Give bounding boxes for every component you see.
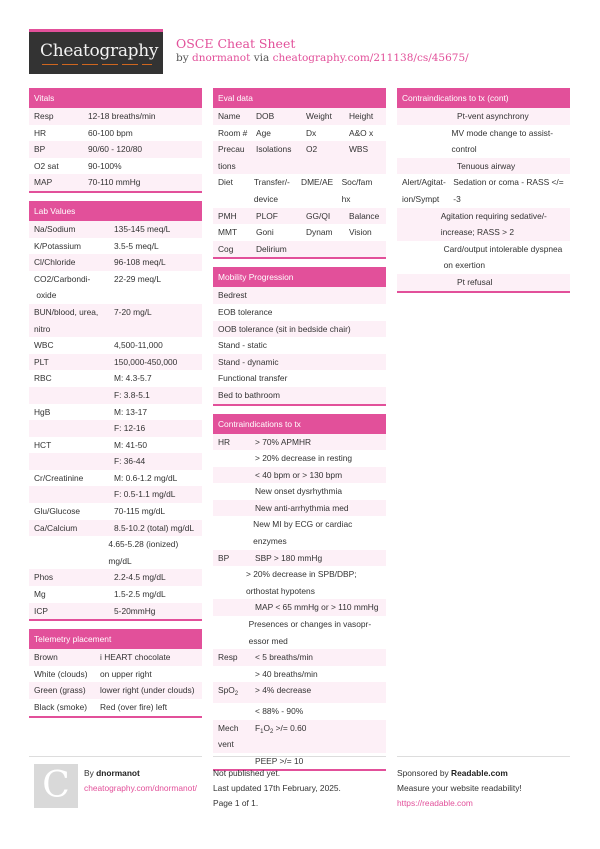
list-item: Functional transfer <box>213 370 386 387</box>
author-avatar[interactable]: C <box>34 764 78 808</box>
table-row <box>29 603 202 620</box>
footer-sponsor <box>397 756 570 811</box>
table-row <box>29 337 202 354</box>
table-cell: Tenuous airway <box>457 160 516 171</box>
telemetry-heading: Telemetry placement <box>29 629 202 649</box>
lab-values-box <box>29 201 202 621</box>
table-cell: Phos <box>34 572 54 583</box>
table-cell: Mg <box>34 589 46 600</box>
table-cell: Resp <box>34 111 54 121</box>
table-cell: < 5 breaths/min <box>255 652 313 663</box>
table-row <box>397 125 570 158</box>
table-row <box>29 420 202 437</box>
table-row <box>213 682 386 703</box>
table-cell <box>305 241 348 258</box>
table-row <box>213 434 386 451</box>
byline <box>176 52 469 64</box>
table-cell <box>217 516 252 549</box>
table-row <box>213 666 386 683</box>
title-block <box>176 36 469 64</box>
table-row <box>213 450 386 467</box>
table-cell <box>33 536 107 569</box>
table-row <box>397 208 570 241</box>
table-row <box>29 503 202 520</box>
table-cell: HR <box>218 436 231 447</box>
contraindications-box <box>213 414 386 772</box>
table-cell: on upper right <box>100 668 152 679</box>
table-cell: Height <box>349 111 374 121</box>
table-cell: M: 0.6-1.2 mg/dL <box>114 472 178 483</box>
table-cell: Weight <box>306 111 332 121</box>
table-cell: HCT <box>34 439 52 450</box>
table-cell: 70-115 mg/dL <box>114 506 166 517</box>
table-cell <box>348 241 350 258</box>
table-row <box>29 158 202 175</box>
table-row <box>213 599 386 616</box>
table-cell: RBC <box>34 373 52 384</box>
telemetry-rows <box>29 649 202 715</box>
lab-values-heading: Lab Values <box>29 201 202 221</box>
table-cell: F: 0.5-1.1 mg/dL <box>114 489 176 500</box>
contraindications-cont-box <box>397 88 570 293</box>
table-cell <box>217 599 254 616</box>
table-cell: SBP > 180 mmHg <box>255 552 323 563</box>
table-row <box>29 221 202 238</box>
table-cell: PLT <box>34 356 49 367</box>
byline-via: via <box>253 52 270 64</box>
table-cell: > 20% decrease in resting <box>255 453 353 464</box>
table-cell: 135-145 meq/L <box>114 223 171 234</box>
table-cell: Red (over fire) left <box>100 702 168 712</box>
telemetry-box <box>29 629 202 717</box>
table-row <box>213 703 386 720</box>
table-cell: Balance <box>349 210 380 221</box>
table-cell <box>33 486 113 503</box>
table-row <box>213 208 386 225</box>
table-cell <box>217 566 245 599</box>
table-cell: Soc/fam hx <box>341 177 373 204</box>
table-row <box>397 274 570 291</box>
sponsored-by: Sponsored by <box>397 768 449 778</box>
table-cell: Sedation or coma - RASS </= -3 <box>453 177 564 204</box>
table-cell: Isolations <box>256 144 292 155</box>
table-cell: 12-18 breaths/min <box>88 111 156 121</box>
table-cell: M: 13-17 <box>114 406 148 417</box>
table-row <box>29 238 202 255</box>
list-item: Bedrest <box>213 287 386 304</box>
table-row <box>29 174 202 191</box>
table-row <box>29 666 202 683</box>
contraindications-rows <box>213 434 386 770</box>
table-cell: F: 12-16 <box>114 423 146 434</box>
table-cell: Ca/Calcium <box>34 522 78 533</box>
table-row <box>29 141 202 158</box>
logo-text: Cheatography <box>40 41 159 61</box>
table-cell: New onset dysrhythmia <box>255 486 343 497</box>
table-row <box>213 550 386 567</box>
table-row <box>213 467 386 484</box>
table-cell: CO2/Carbondi- oxide <box>34 273 91 301</box>
table-cell: PLOF <box>256 210 278 221</box>
table-cell <box>401 125 451 158</box>
table-cell: BP <box>218 552 230 563</box>
table-cell <box>217 616 248 649</box>
table-cell: M: 4.3-5.7 <box>114 373 152 384</box>
footer-by: By <box>84 768 94 778</box>
table-cell: Alert/Agitat-ion/Sympt <box>402 177 446 204</box>
table-row <box>213 241 386 258</box>
table-cell: 22-29 meq/L <box>114 273 162 284</box>
logo-underline <box>42 64 152 65</box>
footer-meta <box>213 756 386 811</box>
table-cell: < 88% - 90% <box>255 706 304 716</box>
page-title: OSCE Cheat Sheet <box>176 36 296 51</box>
footer-author-name: dnormanot <box>96 768 140 778</box>
table-cell: New MI by ECG or cardiac enzymes <box>253 519 353 547</box>
table-cell: O2 <box>306 144 318 155</box>
table-cell: Cl/Chloride <box>34 257 76 268</box>
table-row <box>29 108 202 125</box>
table-cell: 96-108 meq/L <box>114 257 166 268</box>
table-cell: Glu/Glucose <box>34 506 81 517</box>
table-row <box>29 437 202 454</box>
table-cell: BP <box>34 144 46 155</box>
table-cell: Na/Sodium <box>34 223 76 234</box>
last-updated: Last updated 17th February, 2025. <box>213 783 341 793</box>
table-row <box>397 241 570 274</box>
table-cell: A&O x <box>349 127 374 138</box>
table-cell: > 70% APMHR <box>255 436 312 447</box>
table-cell: Age <box>256 127 271 138</box>
sponsor-tagline: Measure your website readability! <box>397 783 522 793</box>
table-cell: BUN/blood, urea, nitro <box>34 306 99 334</box>
table-row <box>29 304 202 337</box>
vitals-heading: Vitals <box>29 88 202 108</box>
table-cell: < 40 bpm or > 130 bpm <box>255 469 343 480</box>
table-row <box>213 720 386 753</box>
table-row <box>213 125 386 142</box>
table-cell: MV mode change to assist-control <box>451 127 553 155</box>
table-cell: DME/AE <box>301 177 334 188</box>
table-row <box>213 500 386 517</box>
table-cell: Dx <box>306 127 317 138</box>
table-cell: PMH <box>218 210 237 221</box>
table-cell: DOB <box>256 111 275 121</box>
table-row <box>29 370 202 387</box>
table-cell <box>401 158 456 175</box>
table-cell: WBC <box>34 340 54 351</box>
mobility-heading: Mobility Progression <box>213 267 386 287</box>
table-cell: 4,500-11,000 <box>114 340 163 351</box>
table-row <box>213 566 386 599</box>
eval-data-box <box>213 88 386 259</box>
table-cell: i HEART chocolate <box>100 652 171 663</box>
table-cell: Cog <box>218 243 234 254</box>
table-cell: $F_1O_2$ >/= 0.60 <box>255 722 307 735</box>
table-cell <box>217 450 254 467</box>
table-cell: 90-100% <box>88 160 122 171</box>
table-cell: 3.5-5 meq/L <box>114 240 159 251</box>
table-cell <box>217 500 254 517</box>
table-cell: K/Potassium <box>34 240 82 251</box>
table-cell: 2.2-4.5 mg/dL <box>114 572 166 583</box>
table-cell: Diet <box>218 177 233 188</box>
table-row <box>29 387 202 404</box>
table-cell: 90/60 - 120/80 <box>88 144 143 155</box>
list-item: OOB tolerance (sit in bedside chair) <box>213 321 386 338</box>
table-cell: Goni <box>256 227 274 238</box>
table-cell: > 4% decrease <box>255 685 312 696</box>
list-item: Stand - dynamic <box>213 354 386 371</box>
column-2 <box>213 88 386 779</box>
table-row <box>213 174 386 207</box>
footer-author-link[interactable]: cheatography.com/dnormanot/ <box>84 783 197 793</box>
table-cell: > 20% decrease in SPB/DBP; orthostat hypotens <box>245 569 357 596</box>
table-cell: SpO$_2$ <box>218 685 239 698</box>
table-row <box>213 224 386 241</box>
table-row <box>213 516 386 549</box>
table-row <box>397 158 570 175</box>
table-cell: O2 sat <box>34 160 59 171</box>
table-row <box>29 354 202 371</box>
table-cell: 8.5-10.2 (total) mg/dL <box>114 522 195 533</box>
sheet-url-link[interactable]: cheatography.com/211138/cs/45675/ <box>272 52 469 64</box>
table-cell: MAP < 65 mmHg or > 110 mmHg <box>255 602 379 613</box>
table-cell: Brown <box>34 652 58 663</box>
table-row <box>29 569 202 586</box>
table-cell: Name <box>218 111 241 121</box>
table-cell: Agitation requiring sedative/-increase; RASS > 2 <box>440 210 547 238</box>
published-status: Not published yet. <box>213 768 281 778</box>
table-row <box>29 470 202 487</box>
table-cell: Cr/Creatinine <box>34 472 84 483</box>
table-row <box>213 108 386 125</box>
page-count: Page 1 of 1. <box>213 798 259 808</box>
table-cell <box>401 241 443 274</box>
table-cell <box>33 453 113 470</box>
sponsor-link[interactable]: https://readable.com <box>397 798 473 808</box>
table-cell: Vision <box>349 227 372 238</box>
table-cell: Transfer/-device <box>253 177 290 204</box>
vitals-box <box>29 88 202 193</box>
table-cell: HgB <box>34 406 51 417</box>
table-row <box>397 174 570 207</box>
table-cell: 70-110 mmHg <box>88 177 141 188</box>
author-link[interactable]: dnormanot <box>192 52 251 64</box>
table-row <box>213 141 386 174</box>
table-cell <box>33 387 113 404</box>
table-cell: 7-20 mg/L <box>114 306 152 317</box>
table-cell: Card/output intolerable dyspnea on exertion <box>443 243 563 271</box>
table-row <box>213 616 386 649</box>
table-cell: Precau tions <box>218 144 245 171</box>
table-row <box>29 453 202 470</box>
table-cell: F: 3.8-5.1 <box>114 389 150 400</box>
table-row <box>29 125 202 142</box>
table-cell: Black (smoke) <box>34 702 88 712</box>
table-cell: MAP <box>34 177 53 188</box>
table-cell: WBS <box>349 144 369 155</box>
table-row <box>29 486 202 503</box>
table-row <box>29 536 202 569</box>
eval-data-rows <box>213 108 386 257</box>
table-cell: F: 36-44 <box>114 456 146 467</box>
table-cell: New anti-arrhythmia med <box>255 502 349 513</box>
table-row <box>29 586 202 603</box>
table-row <box>29 699 202 716</box>
footer-author <box>29 756 202 806</box>
table-row <box>29 520 202 537</box>
column-1 <box>29 88 202 726</box>
cheatography-logo[interactable] <box>29 29 163 74</box>
footer-by-line <box>84 766 202 781</box>
table-cell: ICP <box>34 605 48 616</box>
table-cell <box>217 467 254 484</box>
table-cell: Mech vent <box>218 722 239 750</box>
table-cell: PEEP >/= 10 <box>255 755 304 766</box>
table-cell: Pt refusal <box>457 276 493 287</box>
list-item: EOB tolerance <box>213 304 386 321</box>
table-row <box>29 404 202 421</box>
contraindications-cont-rows <box>397 108 570 291</box>
sponsor-name: Readable.com <box>451 768 508 778</box>
table-cell <box>33 420 113 437</box>
table-cell: Delirium <box>256 243 287 254</box>
lab-values-rows <box>29 221 202 619</box>
contraindications-heading: Contraindications to tx <box>213 414 386 434</box>
table-cell <box>401 108 456 125</box>
byline-by: by <box>176 52 189 64</box>
table-cell: MMT <box>218 227 238 238</box>
table-cell <box>217 483 254 500</box>
table-cell: Room # <box>218 127 248 138</box>
sponsor-line <box>397 766 570 781</box>
table-cell: White (clouds) <box>34 668 88 679</box>
mobility-rows <box>213 287 386 403</box>
table-cell: 4.65-5.28 (ionized) mg/dL <box>108 539 179 566</box>
table-cell: 5-20mmHg <box>114 605 156 616</box>
table-cell: Green (grass) <box>34 685 86 696</box>
table-cell: Pt-vent asynchrony <box>457 111 529 121</box>
table-cell: Presences or changes in vasopr-essor med <box>248 619 372 646</box>
table-cell: Resp <box>218 652 238 663</box>
table-cell: M: 41-50 <box>114 439 148 450</box>
table-row <box>29 271 202 304</box>
table-row <box>213 649 386 666</box>
table-cell: > 40 breaths/min <box>255 668 318 679</box>
table-row <box>29 682 202 699</box>
list-item: Bed to bathroom <box>213 387 386 404</box>
table-cell <box>217 666 254 683</box>
table-cell: Dynam <box>306 227 333 238</box>
mobility-box <box>213 267 386 405</box>
table-row <box>29 649 202 666</box>
table-cell: 60-100 bpm <box>88 127 133 138</box>
column-3 <box>397 88 570 301</box>
vitals-rows <box>29 108 202 191</box>
table-row <box>397 108 570 125</box>
table-cell: GG/QI <box>306 210 331 221</box>
table-cell <box>217 703 254 720</box>
table-cell: HR <box>34 127 47 138</box>
table-row <box>213 483 386 500</box>
eval-data-heading: Eval data <box>213 88 386 108</box>
contraindications-cont-heading: Contraindications to tx (cont) <box>397 88 570 108</box>
table-cell: 150,000-450,000 <box>114 356 178 367</box>
table-cell: lower right (under clouds) <box>100 685 195 696</box>
table-cell <box>401 208 440 241</box>
list-item: Stand - static <box>213 337 386 354</box>
table-cell <box>401 274 456 291</box>
table-cell: 1.5-2.5 mg/dL <box>114 589 166 600</box>
table-row <box>29 254 202 271</box>
